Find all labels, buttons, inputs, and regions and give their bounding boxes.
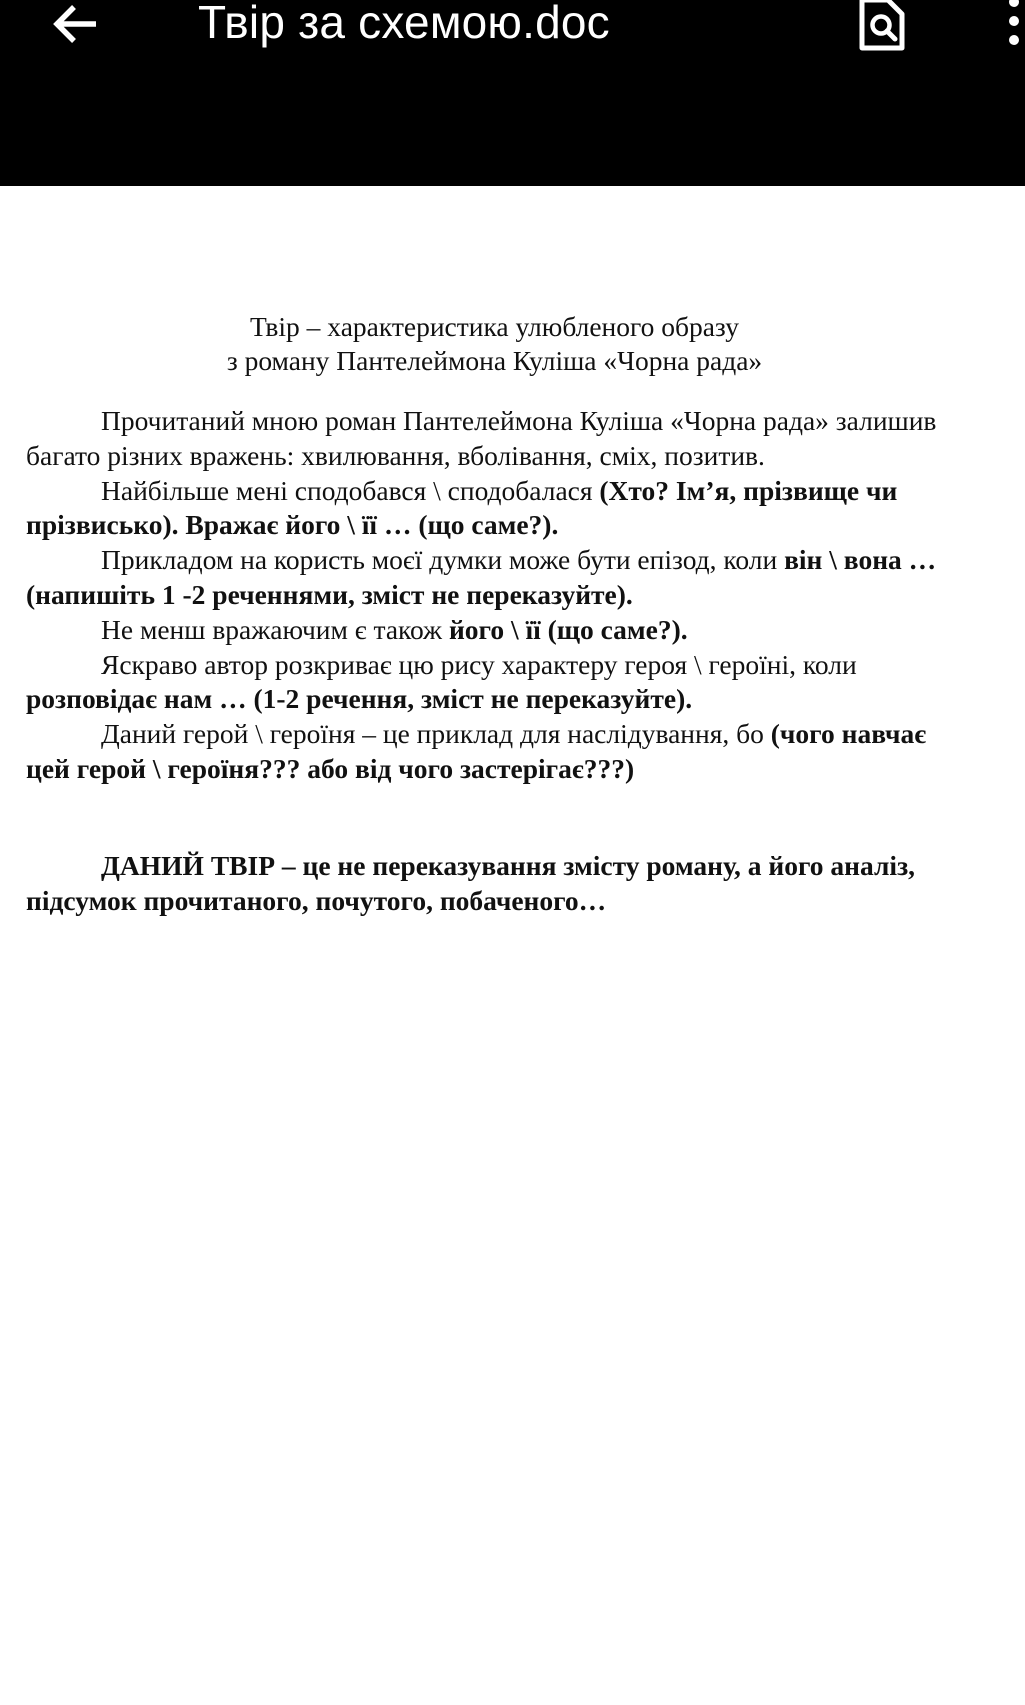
document-title: Твір за схемою.doc: [198, 0, 610, 48]
bold-text-run: (Хто? Ім’я, прізвище чи: [599, 474, 898, 506]
document-heading: [26, 310, 1021, 378]
bold-text-line: (напишіть 1 -2 реченнями, зміст не переказуйте).: [26, 578, 633, 610]
text-run: Не менш вражаючим є також: [101, 613, 449, 645]
text-run: Даний герой \ героїня – це приклад для наслідування, бо: [101, 718, 771, 750]
text-run: Прикладом на користь моєї думки може бути епізод, коли: [101, 544, 785, 576]
text-line: багато різних вражень: хвилювання, вболівання, сміх, позитив.: [26, 439, 765, 471]
document-search-icon: [856, 0, 908, 54]
bold-text-line: підсумок прочитаного, почутого, побаченого…: [26, 884, 607, 916]
more-vertical-icon: [998, 0, 1025, 52]
paragraph-impressive-trait: [26, 613, 1021, 648]
text-line: [26, 613, 1021, 648]
bold-text-line: розповідає нам … (1-2 речення, зміст не переказуйте).: [26, 683, 693, 715]
paragraph-impressions: [26, 404, 1021, 474]
heading-line: з роману Пантелеймона Куліша «Чорна рада»: [226, 345, 763, 376]
spacer: [26, 787, 1021, 849]
bold-text-run: його \ її (що саме?).: [448, 613, 688, 645]
bold-text-run: (чого навчає: [770, 718, 927, 750]
bold-text-run: він \ вона …: [784, 544, 937, 576]
paragraph-favorite-character: [26, 474, 1021, 544]
find-in-document-button[interactable]: [856, 0, 908, 54]
bold-text-line: прізвисько). Вражає його \ її … (що саме?).: [26, 509, 559, 541]
document-page[interactable]: [0, 186, 1025, 1705]
back-button[interactable]: [48, 0, 108, 52]
bold-text-line: ДАНИЙ ТВІР – це не переказування змісту роману, а його аналіз,: [101, 849, 916, 881]
arrow-left-icon: [48, 0, 108, 52]
app-bar: [0, 0, 1025, 186]
text-run: Найбільше мені сподобався \ сподобалася: [101, 474, 600, 506]
text-line: [26, 717, 1021, 752]
paragraph-author-reveals: [26, 648, 1021, 718]
paragraph-essay-note: [26, 849, 1021, 919]
text-line: [26, 543, 1021, 578]
bold-text-line: цей герой \ героїня??? або від чого застерігає???): [26, 752, 635, 784]
paragraph-episode: [26, 543, 1021, 613]
paragraph-role-model: [26, 717, 1021, 787]
more-options-button[interactable]: [998, 0, 1025, 52]
text-line: Прочитаний мною роман Пантелеймона Куліша «Чорна рада» залишив: [101, 405, 937, 436]
document-content: [26, 310, 1021, 918]
heading-line: Твір – характеристика улюбленого образу: [250, 311, 739, 342]
text-line: Яскраво автор розкриває цю рису характеру героя \ героїні, коли: [101, 648, 857, 680]
text-line: [26, 474, 1021, 509]
